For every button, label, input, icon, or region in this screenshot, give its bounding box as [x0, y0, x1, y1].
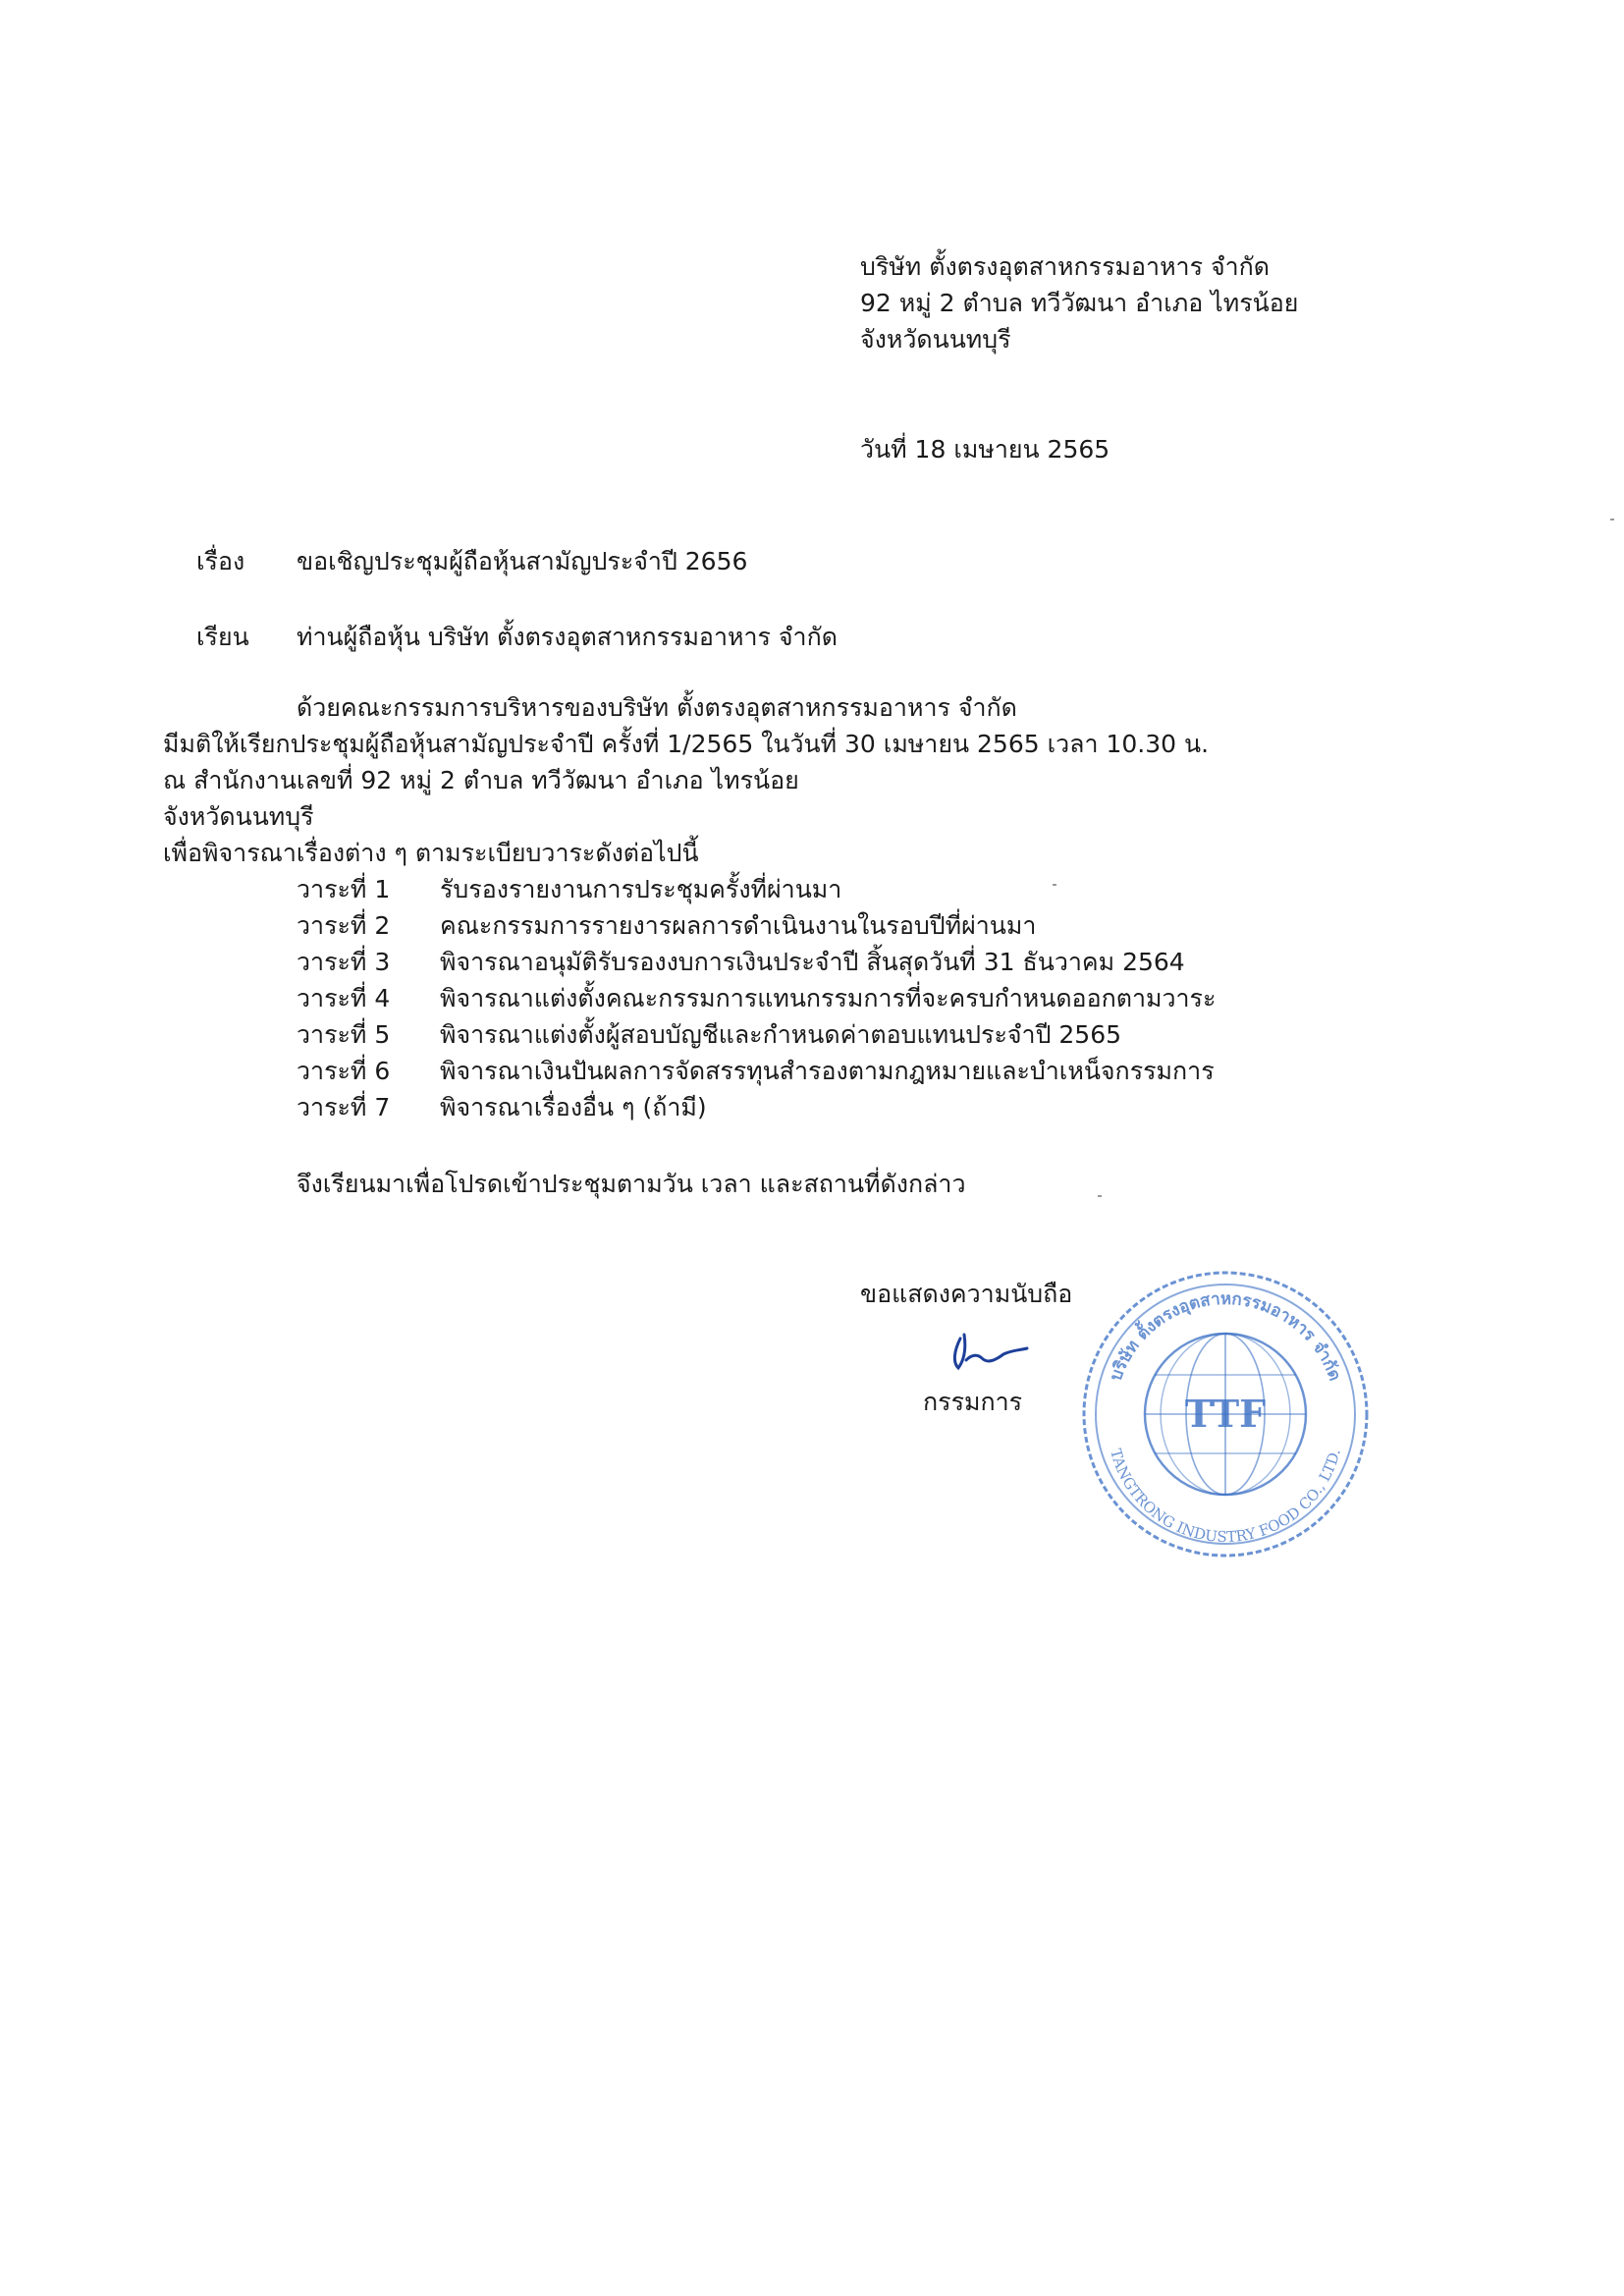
- agenda-item: พิจารณาเรื่องอื่น ๆ (ถ้ามี): [440, 1093, 707, 1121]
- sender-company: บริษัท ตั้งตรงอุตสาหกรรมอาหาร จำกัด: [860, 252, 1271, 281]
- body-line-3: ณ สำนักงานเลขที่ 92 หมู่ 2 ตำบล ทวีวัฒนา อำเภอ ไทรน้อย: [163, 766, 799, 794]
- agenda-item: พิจารณาแต่งตั้งคณะกรรมการแทนกรรมการที่จะครบกำหนดออกตามวาระ: [440, 984, 1217, 1012]
- subject-text: ขอเชิญประชุมผู้ถือหุ้นสามัญประจำปี 2656: [297, 547, 748, 575]
- agenda-number: วาระที่ 5: [297, 1020, 391, 1049]
- sender-address-line1: 92 หมู่ 2 ตำบล ทวีวัฒนา อำเภอ ไทรน้อย: [860, 289, 1299, 317]
- agenda-item: คณะกรรมการรายงารผลการดำเนินงานในรอบปีที่ผ่านมา: [440, 911, 1037, 940]
- sender-address-line2: จังหวัดนนทบุรี: [860, 325, 1011, 354]
- agenda-item: พิจารณาแต่งตั้งผู้สอบบัญชีและกำหนดค่าตอบแทนประจำปี 2565: [440, 1020, 1122, 1049]
- scan-speck: [1098, 1195, 1102, 1197]
- recipient-label: เรียน: [196, 623, 249, 651]
- agenda-item: พิจารณาอนุมัติรับรองงบการเงินประจำปี สิ้นสุดวันที่ 31 ธันวาคม 2564: [440, 948, 1185, 976]
- body-line-2: มีมติให้เรียกประชุมผู้ถือหุ้นสามัญประจำปี ครั้งที่ 1/2565 ในวันที่ 30 เมษายน 2565 เวลา 10.30 น.: [163, 730, 1210, 758]
- agenda-item: พิจารณาเงินปันผลการจัดสรรทุนสำรองตามกฎหมายและบำเหน็จกรรมการ: [440, 1057, 1215, 1085]
- agenda-number: วาระที่ 1: [297, 875, 391, 903]
- scan-speck: [1610, 519, 1614, 520]
- letter-date: วันที่ 18 เมษายน 2565: [860, 435, 1110, 464]
- signature-image: [943, 1321, 1031, 1380]
- agenda-number: วาระที่ 2: [297, 911, 391, 940]
- sender-block: [860, 251, 1298, 360]
- signer-title: กรรมการ: [923, 1388, 1023, 1416]
- agenda-number: วาระที่ 7: [297, 1093, 391, 1121]
- seal-bottom-path: TANGTRONG INDUSTRY FOOD CO., LTD.: [1107, 1447, 1344, 1547]
- regards-line: ขอแสดงความนับถือ: [860, 1280, 1073, 1308]
- seal-top-path: บริษัท ตั้งตรงอุตสาหกรรมอาหาร จำกัด: [1106, 1288, 1345, 1384]
- scan-speck: [1053, 884, 1056, 886]
- agenda-number: วาระที่ 6: [297, 1057, 391, 1085]
- agenda-number: วาระที่ 4: [297, 984, 391, 1012]
- recipient-text: ท่านผู้ถือหุ้น บริษัท ตั้งตรงอุตสาหกรรมอาหาร จำกัด: [297, 623, 838, 651]
- body-line-4: จังหวัดนนทบุรี: [163, 802, 314, 831]
- seal-center-text: TTF: [1184, 1392, 1267, 1436]
- closing-line: จึงเรียนมาเพื่อโปรดเข้าประชุมตามวัน เวลา และสถานที่ดังกล่าว: [297, 1170, 966, 1198]
- body-line-5: เพื่อพิจารณาเรื่องต่าง ๆ ตามระเบียบวาระดังต่อไปนี้: [163, 839, 699, 867]
- subject-label: เรื่อง: [196, 547, 245, 575]
- company-seal: [1078, 1267, 1373, 1561]
- agenda-number: วาระที่ 3: [297, 948, 391, 976]
- agenda-item: รับรองรายงานการประชุมครั้งที่ผ่านมา: [440, 875, 842, 903]
- body-line-1: ด้วยคณะกรรมการบริหารของบริษัท ตั้งตรงอุตสาหกรรมอาหาร จำกัด: [297, 693, 1017, 722]
